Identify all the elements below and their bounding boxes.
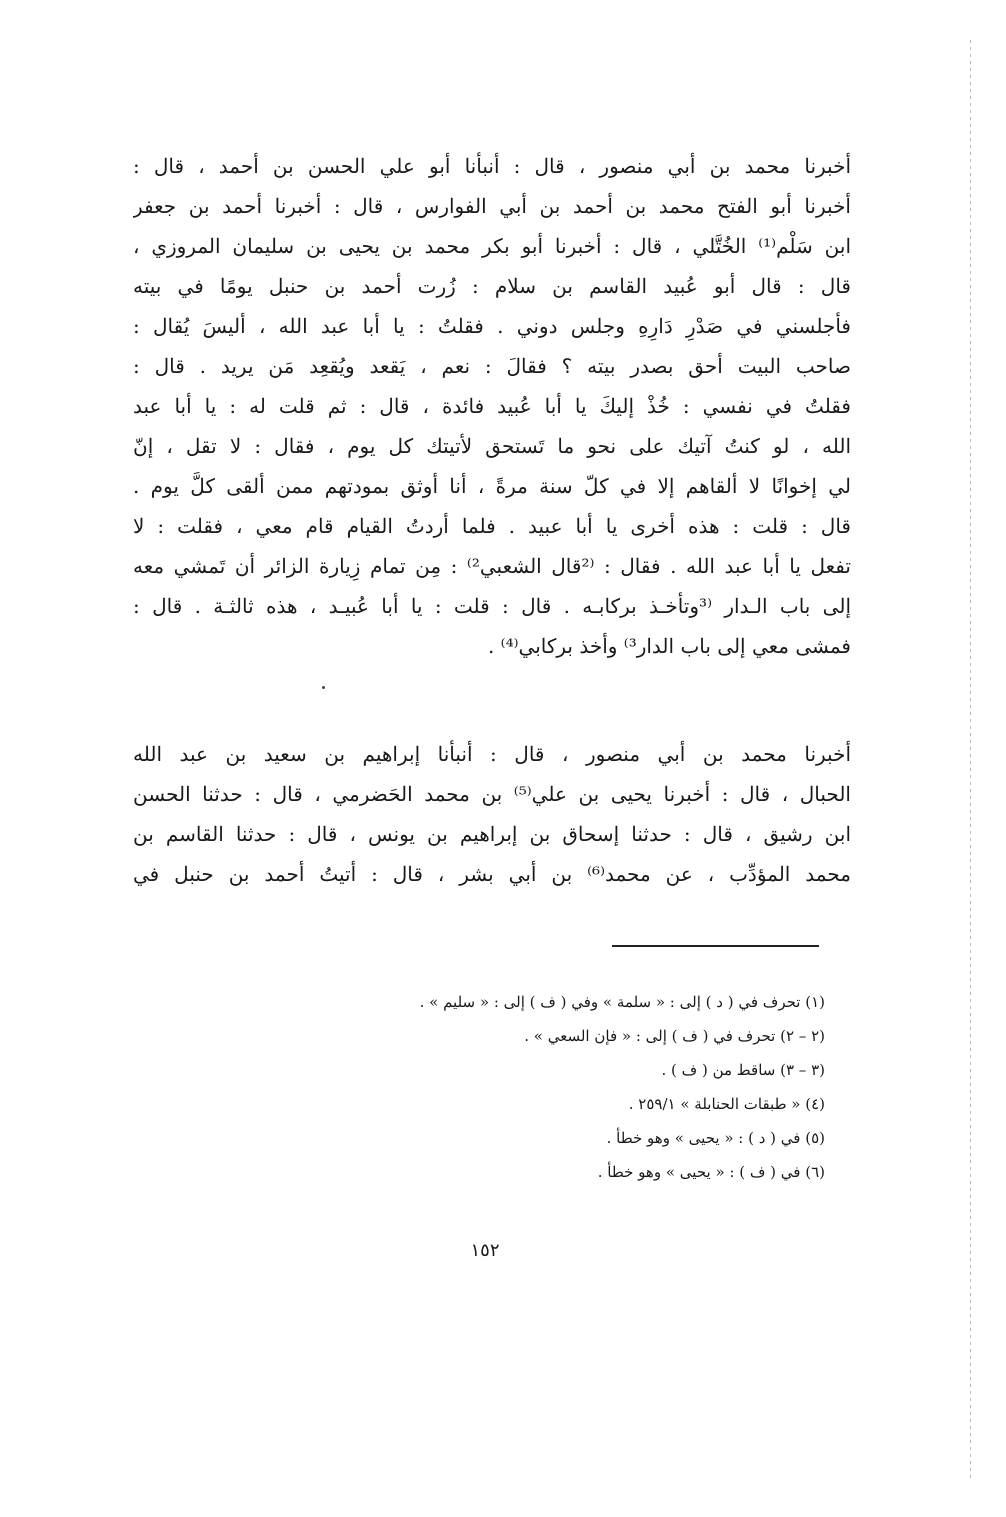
text-line: أخبرنا محمد بن أبي منصور ، قال : أنبأنا أبو علي الحسن بن أحمد ، قال :	[133, 154, 851, 178]
text-line: ابن سَلْم⁽¹⁾ الخُتَّلي ، قال : أخبرنا أبو بكر محمد بن يحيى بن سليمان المروزي ،	[133, 234, 851, 258]
footnote: (٢ – ٢) تحرف في ( ف ) إلى : « فإن السعي » .	[524, 1027, 825, 1045]
text-line: قال : قلت : هذه أخرى يا أبا عبيد . فلما أردتُ القيام قام معي ، فقلت : لا	[133, 514, 851, 538]
footnote: (٦) في ( ف ) : « يحيى » وهو خطأ .	[597, 1163, 825, 1181]
text-line: صاحب البيت أحق بصدر بيته ؟ فقالَ : نعم ، يَقعد ويُقعِد مَن يريد . قال :	[133, 354, 851, 378]
text-line: فأجلسني في صَدْرِ دَارِهِ وجلس دوني . فقلتُ : يا أبا عبد الله ، أليسَ يُقال :	[133, 314, 851, 338]
footnote-separator	[612, 945, 819, 947]
footnote: (١) تحرف في ( د ) إلى : « سلمة » وفي ( ف ) إلى : « سليم » .	[419, 993, 825, 1011]
text-line: إلى باب الـدار ⁽³وتأخـذ بركابـه . قال : قلت : يا أبا عُبيـد ، هذه ثالثـة . قال :	[133, 594, 851, 618]
text-line: فقلتُ في نفسي : خُذْ إليكَ يا أبا عُبيد فائدة ، قال : ثم قلت له : يا أبا عبد	[133, 394, 851, 418]
text-line: ابن رشيق ، قال : حدثنا إسحاق بن إبراهيم بن يونس ، قال : حدثنا القاسم بن	[133, 822, 851, 846]
scan-edge-line	[970, 40, 971, 1480]
footnote: (٥) في ( د ) : « يحيى » وهو خطأ .	[606, 1129, 825, 1147]
text-line: لي إخوانًا لا ألقاهم إلا في كلّ سنة مرةً ، أنا أوثق بمودتهم ممن ألقى كلَّ يوم .	[133, 474, 851, 498]
footnotes	[133, 985, 825, 1189]
text-line: الله ، لو كنتُ آتيك على نحو ما تَستحق لأتيتك كل يوم ، فقال : لا تقل ، إنّ	[133, 434, 851, 458]
scan-speck	[322, 686, 325, 689]
paragraph-2	[133, 734, 851, 894]
footnote: (٣ – ٣) ساقط من ( ف ) .	[661, 1061, 825, 1079]
page-number: ١٥٢	[470, 1240, 500, 1261]
text-line: أخبرنا محمد بن أبي منصور ، قال : أنبأنا إبراهيم بن سعيد بن عبد الله	[133, 742, 851, 766]
text-line: تفعل يا أبا عبد الله . فقال : ⁽²قال الشعبي²⁾ : مِن تمام زِيارة الزائر أن تَمشي معه	[133, 554, 851, 578]
footnote: (٤) « طبقات الحنابلة » ٢٥٩/١ .	[628, 1095, 825, 1113]
text-line: فمشى معي إلى باب الدار³⁾ وأخذ بركابي⁽⁴⁾ .	[487, 634, 851, 658]
text-line: أخبرنا أبو الفتح محمد بن أحمد بن أبي الفوارس ، قال : أخبرنا أحمد بن جعفر	[133, 194, 851, 218]
text-line: محمد المؤدِّب ، عن محمد⁽⁶⁾ بن أبي بشر ، قال : أتيتُ أحمد بن حنبل في	[133, 862, 851, 886]
text-line: قال : قال أبو عُبيد القاسم بن سلام : زُرت أحمد بن حنبل يومًا في بيته	[133, 274, 851, 298]
text-line: الحبال ، قال : أخبرنا يحيى بن علي⁽⁵⁾ بن محمد الحَضرمي ، قال : حدثنا الحسن	[133, 782, 851, 806]
paragraph-1	[133, 146, 851, 666]
